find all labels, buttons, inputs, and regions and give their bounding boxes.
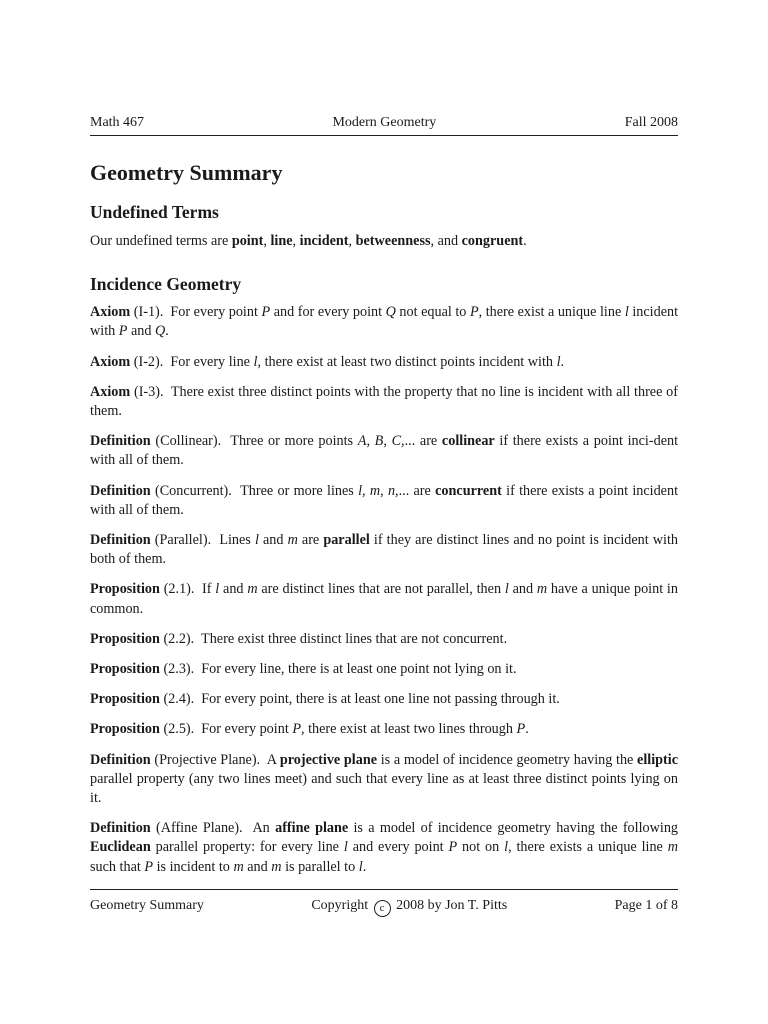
term-incident: incident	[299, 233, 349, 249]
axiom-i-1: Axiom (I-1). For every point P and for every point Q not equal to P, there exist a unique line l incident with P and Q.	[90, 304, 679, 340]
section-heading-undefined-terms: Undefined Terms	[90, 202, 219, 222]
definition-concurrent: Definition (Concurrent). Three or more lines l, m, n,... are concurrent if there exists a point incident with all of them.	[90, 482, 679, 518]
term-concurrent: concurrent	[435, 482, 502, 499]
section-heading-incidence-geometry: Incidence Geometry	[90, 274, 242, 295]
footer-copyright: Copyright c 2008 by Jon T. Pitts	[311, 897, 507, 917]
header-term: Fall 2008	[624, 115, 678, 130]
definition-projective-plane: Definition (Projective Plane). A projective plane is a model of incidence geometry having the elliptic parallel property (any two lines meet) and such that every line as at least three distinct points lying on it.	[90, 751, 679, 807]
proposition-2-5: Proposition (2.5). For every point P, there exist at least two lines through P.	[90, 721, 529, 738]
footer-doc-title: Geometry Summary	[90, 898, 204, 913]
term-elliptic: elliptic	[637, 751, 679, 768]
term-parallel: parallel	[323, 532, 370, 549]
term-affine-plane: affine plane	[275, 820, 349, 837]
proposition-2-2: Proposition (2.2). There exist three distinct lines that are not concurrent.	[90, 630, 508, 647]
term-euclidean: Euclidean	[90, 839, 151, 856]
page-content	[90, 158, 678, 877]
proposition-2-4: Proposition (2.4). For every point, there is at least one line not passing through it.	[90, 691, 560, 708]
definition-collinear: Definition (Collinear). Three or more points A, B, C,... are collinear if there exists a point inci-dent with all of them.	[90, 433, 679, 469]
header-course: Math 467	[90, 115, 145, 130]
definition-affine-plane: Definition (Affine Plane). An affine plane is a model of incidence geometry having the following Euclidean parallel property: for every line l and every point P not on l, there exists a unique line m such that P is incident to m and m is parallel to l.	[90, 820, 679, 875]
term-projective-plane: projective plane	[279, 751, 378, 768]
footer-rule	[90, 889, 678, 890]
definition-parallel: Definition (Parallel). Lines l and m are parallel if they are distinct lines and no point is incident with both of them.	[90, 532, 679, 568]
term-line: line	[270, 233, 293, 249]
footer-page-number: Page 1 of 8	[614, 898, 678, 913]
proposition-2-3: Proposition (2.3). For every line, there is at least one point not lying on it.	[90, 661, 517, 678]
document-title: Geometry Summary	[90, 160, 283, 185]
page-footer	[90, 897, 678, 917]
page-header	[90, 114, 678, 132]
proposition-2-1: Proposition (2.1). If l and m are distinct lines that are not parallel, then l and m have a unique point in common.	[90, 581, 678, 617]
term-point: point	[231, 233, 264, 249]
axiom-i-3: Axiom (I-3). There exist three distinct points with the property that no line is incident with all three of them.	[90, 383, 678, 420]
undefined-terms-paragraph: Our undefined terms are point, line, incident, betweenness, and congruent.	[90, 233, 527, 249]
term-congruent: congruent	[461, 233, 524, 249]
term-betweenness: betweenness	[355, 233, 431, 249]
axiom-i-2: Axiom (I-2). For every line l, there exist at least two distinct points incident with l.	[90, 353, 565, 370]
header-subject: Modern Geometry	[332, 115, 437, 130]
term-collinear: collinear	[441, 433, 495, 450]
header-rule	[90, 135, 678, 136]
copyright-icon: c	[374, 900, 391, 917]
